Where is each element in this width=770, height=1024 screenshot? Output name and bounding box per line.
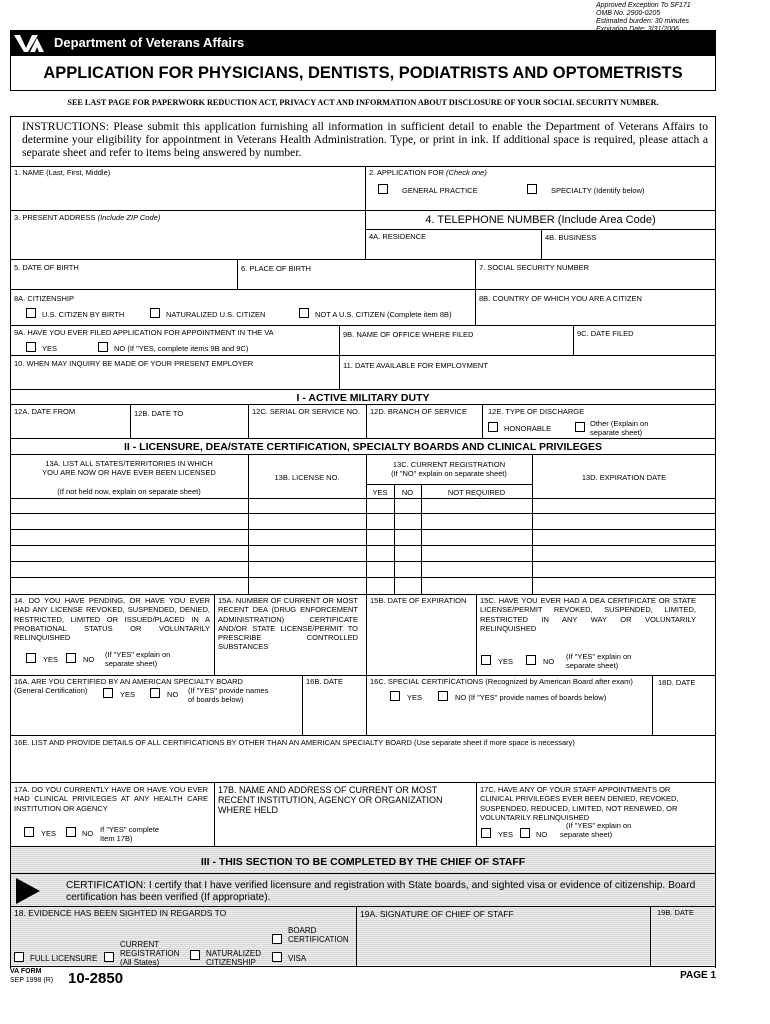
q14-yes-checkbox[interactable] — [26, 653, 36, 663]
filed-no-checkbox[interactable] — [98, 342, 108, 352]
evidence-label: 18. EVIDENCE HAS BEEN SIGHTED IN REGARDS TO — [14, 908, 227, 918]
telephone-title: 4. TELEPHONE NUMBER (Include Area Code) — [425, 214, 656, 226]
q17c-yes-label: YES — [498, 830, 514, 839]
q17c-yes-checkbox[interactable] — [481, 828, 491, 838]
q14-yes-label: YES — [43, 655, 59, 664]
full-licensure-checkbox[interactable] — [14, 952, 24, 962]
expiration-label: 13D. EXPIRATION DATE — [581, 473, 667, 482]
board-certification-checkbox[interactable] — [272, 934, 282, 944]
q17c-explain: (If "YES" explain on separate sheet) — [560, 821, 632, 839]
q17a-no-checkbox[interactable] — [66, 827, 76, 837]
q15c-no-label: NO — [543, 657, 555, 666]
q17a-yes-checkbox[interactable] — [24, 827, 34, 837]
va-logo-icon — [14, 33, 48, 53]
q17a-explain: If "YES" complete Item 17B) — [100, 825, 160, 843]
naturalized-citizenship-checkbox[interactable] — [190, 950, 200, 960]
license-action-question: 14. DO YOU HAVE PENDING, OR HAVE YOU EVER HAD ANY LICENSE REVOKED, SUSPENDED, DENIED, RESTRICTED, LIMITED OR ISSUED/PLACED IN A PROBATIONAL STATUS OR VOLUNTARILY RELINQUISHED — [14, 596, 210, 643]
specialty-board-question: 16A. ARE YOU CERTIFIED BY AN AMERICAN SPECIALTY BOARD (General Certification) — [14, 677, 243, 695]
dob-label: 5. DATE OF BIRTH — [14, 263, 79, 272]
form-date: SEP 1998 (R) — [10, 977, 54, 984]
agency-name: Department of Veterans Affairs — [54, 35, 245, 50]
special-cert-date-label: 18D. DATE — [658, 678, 696, 687]
arrow-right-icon — [16, 878, 40, 904]
date-filed-label: 9C. DATE FILED — [577, 329, 634, 338]
q15c-explain: (If "YES" explain on separate sheet) — [566, 652, 632, 670]
reg-not-required-header: NOT REQUIRED — [447, 488, 506, 497]
application-for-label: 2. APPLICATION FOR (Check one) — [369, 168, 487, 177]
date-available-label: 11. DATE AVAILABLE FOR EMPLOYMENT — [343, 361, 488, 370]
name-label: 1. NAME (Last, First, Middle) — [14, 168, 111, 177]
privileges-question: 17A. DO YOU CURRENTLY HAVE OR HAVE YOU EVER HAD CLINICAL PRIVILEGES AT ANY HEALTH CARE INSTITUTION OR AGENCY — [14, 785, 208, 813]
va-form-label: VA FORM — [10, 968, 42, 975]
other-cert-field[interactable] — [14, 750, 712, 780]
section-licensure-title: II - LICENSURE, DEA/STATE CERTIFICATION, SPECIALTY BOARDS AND CLINICAL PRIVILEGES — [124, 441, 602, 453]
filed-before-label: 9A. HAVE YOU EVER FILED APPLICATION FOR APPOINTMENT IN THE VA — [14, 328, 274, 337]
page-number: PAGE 1 — [680, 970, 716, 981]
business-phone-label: 4B. BUSINESS — [545, 233, 597, 242]
special-cert-label: 16C. SPECIAL CERTIFICATIONS (Recognized by American Board after exam) — [370, 677, 633, 686]
not-citizen-label: NOT A U.S. CITIZEN (Complete item 8B) — [315, 310, 452, 319]
naturalized-label: NATURALIZED U.S. CITIZEN — [166, 310, 266, 319]
reg-yes-header: YES — [372, 488, 388, 497]
current-registration-checkbox[interactable] — [104, 952, 114, 962]
q14-explain: (If "YES" explain on separate sheet) — [105, 650, 171, 668]
instructions: INSTRUCTIONS: Please submit this application furnishing all information in sufficient detail to enable the Department of Veterans Affairs to determine your eligibility for appointment in Veterans Health Administration. Type, or print in ink. If additional space is required, please attach a separate sheet and refer to items being answered by number. — [22, 120, 708, 159]
registration-label: 13C. CURRENT REGISTRATION (If "NO" explain on separate sheet) — [391, 460, 507, 478]
signature-field[interactable] — [360, 922, 646, 962]
inquiry-label: 10. WHEN MAY INQUIRY BE MADE OF YOUR PRESENT EMPLOYER — [14, 359, 254, 368]
other-discharge-label: Other (Explain on separate sheet) — [590, 419, 649, 437]
naturalized-checkbox[interactable] — [150, 308, 160, 318]
residence-phone-label: 4A. RESIDENCE — [369, 232, 427, 241]
q16a-explain: (If "YES" provide names of boards below) — [188, 686, 269, 704]
serial-label: 12C. SERIAL OR SERVICE NO. — [252, 407, 360, 416]
other-discharge-checkbox[interactable] — [575, 422, 585, 432]
q15c-yes-label: YES — [498, 657, 514, 666]
filed-yes-label: YES — [42, 344, 58, 353]
q16c-no-checkbox[interactable] — [438, 691, 448, 701]
dea-revoked-question: 15C. HAVE YOU EVER HAD A DEA CERTIFICATE OR STATE LICENSE/PERMIT REVOKED, SUSPENDED, LIMITED, RESTRICTED IN ANY WAY OR VOLUNTARILY RELINQUISHED — [480, 596, 696, 633]
naturalized-citizenship-label: NATURALIZED CITIZENSHIP — [206, 949, 261, 967]
address-field[interactable] — [14, 224, 364, 258]
us-citizen-birth-label: U.S. CITIZEN BY BIRTH — [42, 310, 125, 319]
general-practice-checkbox[interactable] — [378, 184, 388, 194]
ssn-label: 7. SOCIAL SECURITY NUMBER — [479, 263, 590, 272]
privileges-revoked-question: 17C. HAVE ANY OF YOUR STAFF APPOINTMENTS OR CLINICAL PRIVILEGES EVER BEEN DENIED, REVOKED, SUSPENDED, REDUCED, LIMITED, NOT RENEWED, OR VOLUNTARILY RELINQUISHED — [480, 785, 679, 822]
agency-banner — [10, 30, 716, 56]
chief-date-label: 19B. DATE — [657, 908, 694, 917]
branch-label: 12D. BRANCH OF SERVICE — [370, 407, 467, 416]
q17a-no-label: NO — [82, 829, 94, 838]
filed-no-label: NO (If "YES, complete items 9B and 9C) — [114, 344, 249, 353]
visa-checkbox[interactable] — [272, 952, 282, 962]
license-no-label: 13B. LICENSE NO. — [274, 473, 340, 482]
form-number: 10-2850 — [68, 970, 124, 987]
specialty-label: SPECIALTY (Identify below) — [551, 186, 645, 195]
date-from-label: 12A. DATE FROM — [14, 407, 76, 416]
discharge-label: 12E. TYPE OF DISCHARGE — [488, 407, 585, 416]
country-label: 8B. COUNTRY OF WHICH YOU ARE A CITIZEN — [479, 294, 642, 303]
q16a-no-checkbox[interactable] — [150, 688, 160, 698]
signature-label: 19A. SIGNATURE OF CHIEF OF STAFF — [360, 909, 514, 919]
page-title: APPLICATION FOR PHYSICIANS, DENTISTS, PODIATRISTS AND OPTOMETRISTS — [43, 64, 683, 82]
omb-line-3: Estimated burden: 30 minutes — [596, 18, 689, 25]
full-licensure-label: FULL LICENSURE — [30, 954, 98, 963]
dea-expiration-label: 15B. DATE OF EXPIRATION — [370, 596, 467, 605]
current-registration-label: CURRENT REGISTRATION (All States) — [120, 940, 180, 967]
date-to-label: 12B. DATE TO — [134, 409, 184, 418]
other-cert-label: 16E. LIST AND PROVIDE DETAILS OF ALL CERTIFICATIONS BY OTHER THAN AN AMERICAN SPECIALTY BOARD (Use separate sheet if more space is necessary) — [14, 738, 575, 747]
section-chief-title: III - THIS SECTION TO BE COMPLETED BY THE CHIEF OF STAFF — [200, 856, 526, 868]
q16a-yes-checkbox[interactable] — [103, 688, 113, 698]
address-label: 3. PRESENT ADDRESS (Include ZIP Code) — [14, 213, 161, 222]
visa-label: VISA — [288, 954, 307, 963]
q16a-no-label: NO — [167, 690, 179, 699]
q17a-yes-label: YES — [41, 829, 57, 838]
q17c-no-checkbox[interactable] — [520, 828, 530, 838]
q15c-yes-checkbox[interactable] — [481, 655, 491, 665]
q14-no-checkbox[interactable] — [66, 653, 76, 663]
us-citizen-birth-checkbox[interactable] — [26, 308, 36, 318]
omb-line-2: OMB No. 2900-0205 — [596, 10, 661, 17]
section-military-title: I - ACTIVE MILITARY DUTY — [296, 392, 430, 404]
institution-label: 17B. NAME AND ADDRESS OF CURRENT OR MOST RECENT INSTITUTION, AGENCY OR ORGANIZATION WHERE HELD — [218, 785, 443, 815]
q15c-no-checkbox[interactable] — [526, 655, 536, 665]
board-date-label: 16B. DATE — [306, 677, 343, 686]
q14-no-label: NO — [83, 655, 95, 664]
q17c-no-label: NO — [536, 830, 548, 839]
states-label: 13A. LIST ALL STATES/TERRITORIES IN WHICH YOU ARE NOW OR HAVE EVER BEEN LICENSED — [42, 459, 216, 477]
name-field[interactable] — [14, 178, 364, 208]
q16a-yes-label: YES — [120, 690, 136, 699]
states-hint: (If not held now, explain on separate sheet) — [57, 487, 201, 496]
specialty-checkbox[interactable] — [527, 184, 537, 194]
q16c-yes-label: YES — [407, 693, 423, 702]
certification-statement: CERTIFICATION: I certify that I have verified licensure and registration with State boards, and sighted visa or evidence of citizenship. Board certification has been verified (If appropriate). — [66, 880, 696, 903]
q16c-yes-checkbox[interactable] — [390, 691, 400, 701]
general-practice-label: GENERAL PRACTICE — [402, 186, 478, 195]
q16c-no-label: NO (If "YES" provide names of boards below) — [455, 693, 607, 702]
citizenship-label: 8A. CITIZENSHIP — [14, 294, 75, 303]
not-citizen-checkbox[interactable] — [299, 308, 309, 318]
place-of-birth-label: 6. PLACE OF BIRTH — [241, 264, 311, 273]
office-filed-label: 9B. NAME OF OFFICE WHERE FILED — [343, 330, 474, 339]
filed-yes-checkbox[interactable] — [26, 342, 36, 352]
paperwork-notice: SEE LAST PAGE FOR PAPERWORK REDUCTION ACT, PRIVACY ACT AND INFORMATION ABOUT DISCLOSURE OF YOUR SOCIAL SECURITY NUMBER. — [67, 98, 659, 107]
dea-number-label: 15A. NUMBER OF CURRENT OR MOST RECENT DEA (DRUG ENFORCEMENT ADMINISTRATION) CERTIFICATE AND/OR STATE LICENSE/PERMIT TO PRESCRIBE CONTROLLED SUBSTANCES — [218, 596, 358, 652]
honorable-checkbox[interactable] — [488, 422, 498, 432]
board-certification-label: BOARD CERTIFICATION — [288, 926, 349, 944]
honorable-label: HONORABLE — [504, 424, 552, 433]
title-box — [10, 56, 716, 90]
reg-no-header: NO — [401, 488, 414, 497]
omb-line-1: Approved Exception To SF171 — [596, 2, 691, 9]
